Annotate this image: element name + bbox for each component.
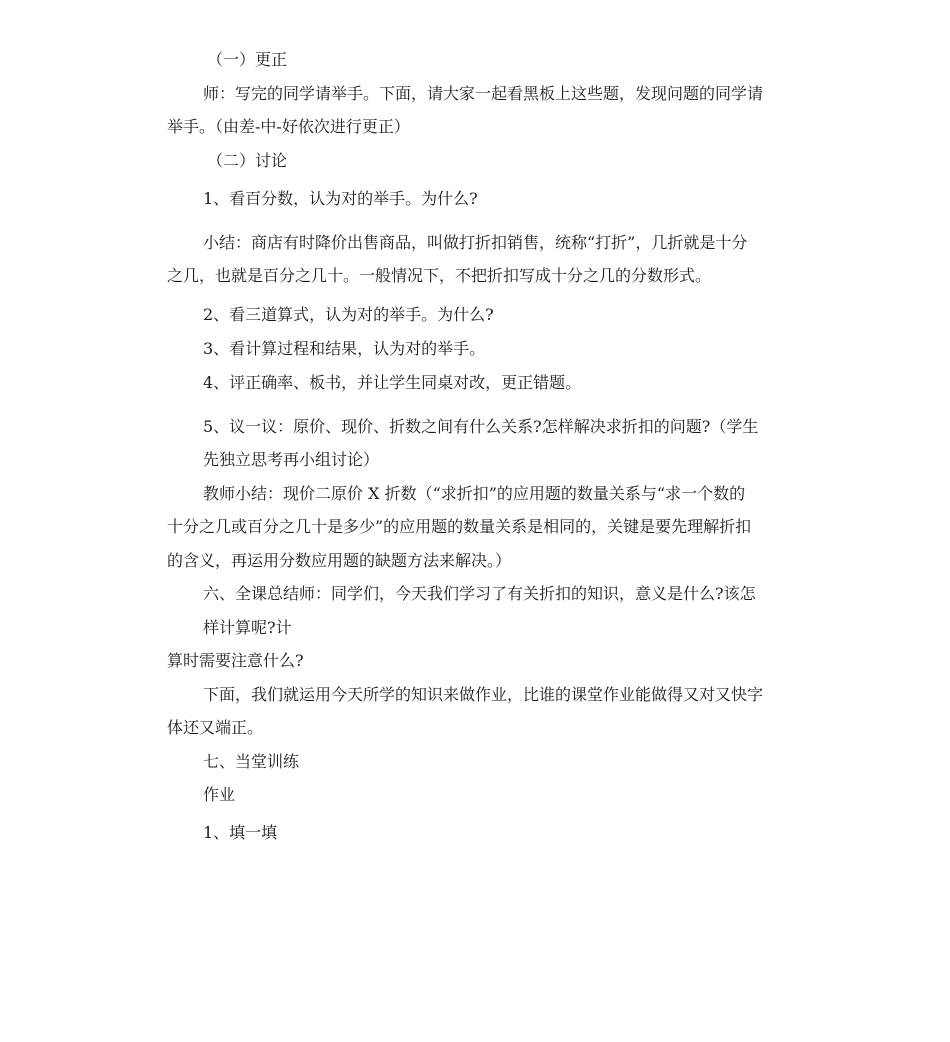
list-item: 5、议一议：原价、现价、折数之间有什么关系?怎样解决求折扣的问题?（学生 [203,417,759,436]
paragraph-line: 的含义，再运用分数应用题的缺题方法来解决。） [167,551,512,570]
list-item: 4、评正确率、板书，并让学生同桌对改，更正错题。 [203,373,582,392]
list-item: 3、看计算过程和结果，认为对的举手。 [203,339,486,358]
paragraph-line: 算时需要注意什么? [167,651,304,670]
section-heading-discussion: （二）讨论 [207,151,288,170]
list-item: 1、看百分数，认为对的举手。为什么? [203,189,478,208]
paragraph-line: 之几，也就是百分之几十。一般情况下，不把折扣写成十分之几的分数形式。 [167,266,712,285]
paragraph-line: 先独立思考再小组讨论） [203,450,380,469]
list-item: 1、填一填 [203,823,278,842]
section-heading-correction: （一）更正 [207,50,288,69]
list-item: 2、看三道算式，认为对的举手。为什么? [203,305,494,324]
paragraph-line: 举手。（由差-中-好依次进行更正） [167,117,410,136]
paragraph-line: 师：写完的同学请举手。下面，请大家一起看黑板上这些题，发现问题的同学请 [203,84,764,103]
paragraph-line: 体还又端正。 [167,718,264,737]
paragraph-line: 教师小结：现价二原价 X 折数（“求折扣”的应用题的数量关系与“求一个数的 [203,484,746,503]
paragraph-line: 下面，我们就运用今天所学的知识来做作业，比谁的课堂作业能做得又对又快字 [203,685,764,704]
section-heading-homework: 作业 [203,785,236,804]
paragraph-line: 样计算呢?计 [203,618,292,637]
paragraph-line: 小结：商店有时降价出售商品，叫做打折扣销售，统称“打折”，几折就是十分 [203,233,748,252]
section-heading-training: 七、当堂训练 [203,752,300,771]
section-heading-summary: 六、全课总结师：同学们，今天我们学习了有关折扣的知识，意义是什么?该怎 [203,584,756,603]
paragraph-line: 十分之几或百分之几十是多少”的应用题的数量关系是相同的，关键是要先理解折扣 [167,517,752,536]
